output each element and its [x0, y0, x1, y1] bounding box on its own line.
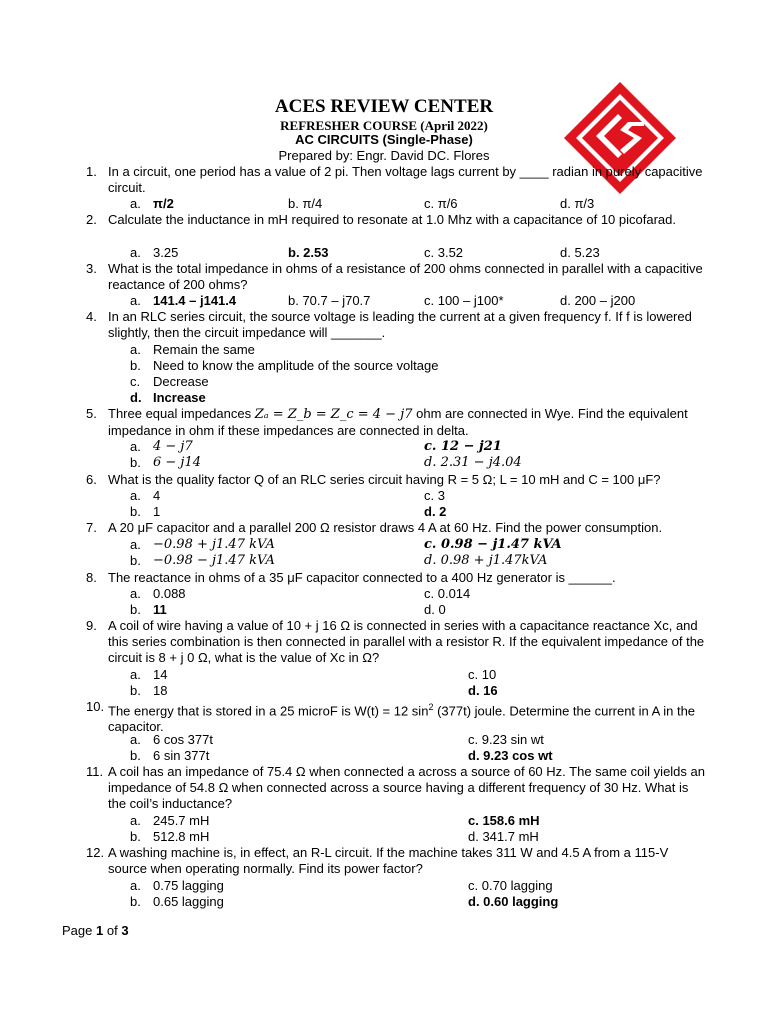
option-c: c. 100 – j100* [424, 293, 504, 308]
option-c: Decrease [153, 374, 209, 389]
doc-title: ACES REVIEW CENTER [274, 96, 494, 117]
option-c: c. 3 [424, 488, 445, 503]
option-b: 0.65 lagging [153, 894, 224, 909]
option-label: a. [130, 813, 141, 828]
option-label: a. [130, 667, 141, 682]
option-b: 18 [153, 683, 168, 698]
option-a: 0.75 lagging [153, 878, 224, 893]
option-label: a. [130, 586, 141, 601]
question-10: 10. The energy that is stored in a 25 microF is W(t) = 12 $\sin^2 (377t)$ joule. Determine the current in A in the capacitor. [86, 699, 696, 735]
question-8: 8. The reactance in ohms of a 35 μF capacitor connected to a 400 Hz generator is ______. [86, 570, 616, 585]
option-label: b. [130, 829, 141, 844]
option-a: 4 − j7 [153, 439, 193, 454]
option-b: 512.8 mH [153, 829, 210, 844]
option-d: d. 0.60 lagging [468, 894, 559, 909]
option-label: a. [130, 878, 141, 893]
option-c: c. 3.52 [424, 245, 464, 260]
option-c: c. 12 − j21 [424, 439, 502, 454]
option-b: 6 sin 377t [153, 748, 210, 763]
option-a: 3.25 [153, 245, 179, 260]
question-4: 4. In an RLC series circuit, the source voltage is leading the current at a given frequency f. If f is lowered slightly, then the circuit impedance will _______. [86, 309, 692, 340]
option-c: c. 10 [468, 667, 497, 682]
option-label: a. [130, 196, 141, 211]
option-d: d. 2 [424, 504, 447, 519]
option-b: 6 − j14 [153, 455, 202, 470]
option-c: c. 158.6 mH [468, 813, 540, 828]
option-label: a. [130, 488, 141, 503]
question-2: 2. Calculate the inductance in mH required to resonate at 1.0 Mhz with a capacitance of 10 picofarad. [86, 212, 676, 227]
question-3: 3. What is the total impedance in ohms of a resistance of 200 ohms connected in parallel with a capacitive reactance of 200 ohms? [86, 261, 703, 292]
option-label: b. [130, 683, 141, 698]
subject-line: AC CIRCUITS (Single-Phase) [295, 132, 473, 147]
option-d: d. 9.23 cos wt [468, 748, 553, 763]
question-6: 6. What is the quality factor Q of an RLC series circuit having R = 5 Ω; L = 10 mH and C = 100 μF? [86, 472, 661, 487]
option-a: 141.4 – j141.4 [153, 293, 237, 308]
option-label: b. [130, 553, 141, 568]
option-b: b. π/4 [288, 196, 323, 211]
option-a: −0.98 + j1.47 kVA [153, 537, 275, 552]
option-a: 0.088 [153, 586, 186, 601]
option-d: d. 16 [468, 683, 498, 698]
preparer-line: Prepared by: Engr. David DC. Flores [278, 148, 490, 163]
option-c: c. π/6 [424, 196, 458, 211]
option-d: d. 2.31 − j4.04 [424, 455, 522, 470]
option-label: a. [130, 342, 141, 357]
option-b: b. 2.53 [288, 245, 329, 260]
option-a: 6 cos 377t [153, 732, 213, 747]
option-c: c. 0.98 − j1.47 kVA [424, 537, 562, 552]
option-label: b. [130, 602, 141, 617]
course-line: REFRESHER COURSE (April 2022) [280, 118, 488, 133]
option-a: π/2 [153, 196, 174, 211]
option-label: a. [130, 293, 141, 308]
option-a: Remain the same [153, 342, 255, 357]
page-number: Page 1 of 3 [62, 923, 129, 938]
question-9: 9. A coil of wire having a value of 10 + j 16 Ω is connected in series with a capacitance reactance Xc, and this series combination is then connected in parallel with a resistor R. If the equivalent impedance of the circuit is 8 + j 0 Ω, what is the value of Xc in Ω? [86, 618, 705, 665]
option-label: a. [130, 245, 141, 260]
option-d: d. 200 – j200 [560, 293, 636, 308]
option-a: 14 [153, 667, 168, 682]
question-5: 5. Three equal impedances Zₐ = Z_b = Z_c = 4 − j7 ohm are connected in Wye. Find the equivalent impedance in ohm if these impedances are connected in delta. [86, 406, 688, 438]
question-1: 1. In a circuit, one period has a value of 2 pi. Then voltage lags current by ____ radian in purely capacitive circuit. [86, 164, 703, 195]
option-b: 1 [153, 504, 161, 519]
option-label: c. [130, 374, 141, 389]
option-d: d. 0.98 + j1.47kVA [424, 553, 548, 568]
option-label: b. [130, 358, 141, 373]
option-b: −0.98 − j1.47 kVA [153, 553, 275, 568]
option-d: d. π/3 [560, 196, 595, 211]
option-label: b. [130, 748, 141, 763]
option-label: a. [130, 439, 141, 454]
option-b: b. 70.7 – j70.7 [288, 293, 371, 308]
option-label: a. [130, 732, 141, 747]
option-d: d. 0 [424, 602, 446, 617]
question-7: 7. A 20 μF capacitor and a parallel 200 Ω resistor draws 4 A at 60 Hz. Find the power consumption. [86, 520, 663, 535]
question-11: 11. A coil has an impedance of 75.4 Ω when connected a across a source of 60 Hz. The same coil yields an impedance of 54.8 Ω when connected across a source having a different frequency of 30 Hz. What is the coil’s inductance? [86, 764, 705, 811]
option-label: a. [130, 537, 141, 552]
option-b: Need to know the amplitude of the source voltage [153, 358, 439, 373]
option-a: 4 [153, 488, 161, 503]
option-d: d. 5.23 [560, 245, 600, 260]
option-c: c. 0.014 [424, 586, 471, 601]
option-d: d. 341.7 mH [468, 829, 539, 844]
option-a: 245.7 mH [153, 813, 210, 828]
option-d: Increase [153, 390, 206, 405]
option-label: b. [130, 504, 141, 519]
option-label: d. [130, 390, 142, 405]
option-label: b. [130, 455, 141, 470]
option-c: c. 9.23 sin wt [468, 732, 544, 747]
option-c: c. 0.70 lagging [468, 878, 553, 893]
question-12: 12. A washing machine is, in effect, an R-L circuit. If the machine takes 311 W and 4.5 A from a 115-V source when operating normally. Find its power factor? [86, 845, 669, 876]
option-b: 11 [153, 602, 167, 617]
option-label: b. [130, 894, 141, 909]
